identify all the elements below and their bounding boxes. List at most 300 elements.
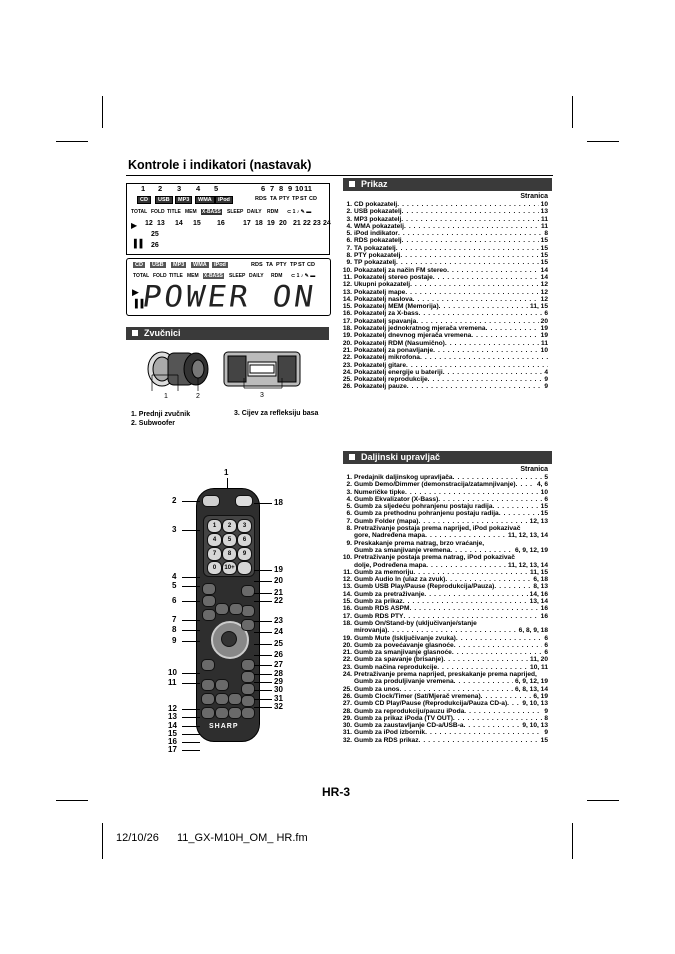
indicator-cd: CD	[137, 196, 151, 204]
list-item	[338, 503, 548, 510]
list-item-number: 12.	[342, 576, 352, 584]
dot-leader	[420, 354, 548, 361]
list-item-label: MP3 pokazatelj	[354, 215, 402, 223]
usb-play-pause-button[interactable]	[215, 679, 229, 691]
dot-leader	[516, 481, 535, 488]
indicator-st: ST	[300, 196, 308, 202]
indicator-row-1	[137, 196, 327, 205]
number-key-7[interactable]: 7	[207, 547, 222, 561]
list-item	[338, 518, 548, 525]
folder-button[interactable]	[215, 603, 229, 615]
list-item-number: 5.	[346, 230, 352, 238]
indicator-ipod: iPod	[214, 262, 226, 268]
list-item-page: 6	[544, 634, 548, 642]
callout-number: 30	[274, 685, 283, 694]
list-item-label: PTY pokazatelj	[354, 252, 401, 260]
dot-leader	[398, 230, 542, 237]
clock-timer-button[interactable]	[241, 659, 255, 671]
list-item-number: 28.	[342, 707, 352, 715]
list-item-label: Gumb za smanjivanje glasnoće	[354, 649, 452, 657]
dot-leader	[520, 525, 548, 532]
enter-button[interactable]	[221, 631, 237, 647]
indicator-usb: USB	[155, 196, 173, 204]
ipod-menu-button[interactable]	[228, 707, 242, 719]
list-item-label: Gumb RDS ASPM	[354, 605, 410, 613]
stranica-label: Stranica	[520, 466, 548, 473]
number-key-5[interactable]: 5	[222, 533, 237, 547]
list-item-label: Pokazatelj naslova	[354, 295, 413, 303]
list-item-label: Gumb Folder (mapa)	[354, 517, 419, 525]
number-key-9[interactable]: 9	[237, 547, 252, 561]
callout-number: 25	[274, 639, 283, 648]
list-item-label: Pokazatelj jednokratnog mjerača vremena	[354, 325, 486, 333]
dot-leader	[507, 700, 520, 707]
dot-leader	[419, 737, 539, 744]
list-item-label: Pretraživanje postaja prema natrag, iPod pokazivač	[354, 554, 515, 562]
indicator-sleep: SLEEP	[229, 273, 246, 279]
list-item-page: 6, 18	[533, 576, 548, 584]
dot-leader	[402, 208, 539, 215]
volume-down-button[interactable]	[241, 605, 255, 617]
callout-number: 9	[288, 184, 293, 193]
callout-number: 6	[261, 184, 266, 193]
list-item	[338, 671, 548, 678]
list-item-page: 15	[540, 237, 548, 245]
callout-number: 19	[267, 220, 275, 227]
list-item-page: 11, 15	[530, 568, 548, 576]
number-key-2[interactable]: 2	[222, 519, 237, 533]
callout-number: 3	[172, 525, 177, 534]
list-item-number: 14.	[342, 590, 352, 598]
list-item-page: 14, 16	[529, 590, 548, 598]
list-item-number: 12.	[342, 281, 352, 289]
tuning-button[interactable]	[201, 693, 215, 705]
list-item	[338, 481, 548, 488]
list-item-label: Gumb za iPod izbornik	[354, 729, 426, 737]
list-item-page: 9	[544, 383, 548, 391]
list-item-number: 21.	[342, 649, 352, 657]
indicator-row-2	[131, 209, 327, 218]
callout-number: 20	[279, 220, 287, 227]
callout-line	[254, 503, 272, 504]
number-key-4[interactable]: 4	[207, 533, 222, 547]
volume-up-button[interactable]	[241, 585, 255, 597]
list-item-label: CD pokazatelj	[354, 201, 398, 208]
callout-line	[182, 683, 200, 684]
list-item-number: 5.	[346, 503, 352, 511]
list-item-label: Gumb za reprodukciju/pauzu iPoda	[354, 707, 465, 715]
list-item-label: Gumb za memoriju	[354, 568, 414, 576]
list-item	[338, 693, 548, 700]
list-item-label: Pokazatelj za ponavljanje	[354, 346, 434, 354]
crop-mark	[587, 141, 619, 142]
list-item-label: dolje, Podređena mapa	[354, 561, 427, 569]
list-item-page: 15	[540, 244, 548, 252]
list-item-number: 9.	[346, 259, 352, 267]
callout-line	[182, 620, 200, 621]
number-key-8[interactable]: 8	[222, 547, 237, 561]
dot-leader	[486, 325, 539, 332]
indicator-fold: FOLD	[151, 209, 165, 215]
callout-line	[182, 586, 200, 587]
dot-leader	[437, 664, 528, 671]
list-item	[338, 474, 548, 481]
list-item-label: Pokazatelj dnevnog mjerača vremena	[354, 332, 472, 340]
dot-leader	[404, 223, 539, 230]
callout-line	[254, 699, 272, 700]
dot-leader	[477, 620, 548, 627]
list-item	[338, 540, 548, 547]
callout-number: 13	[168, 712, 177, 721]
list-item-number: 6.	[346, 237, 352, 245]
xbass-button[interactable]	[202, 583, 216, 595]
list-item-page: 4	[544, 368, 548, 376]
number-key-1[interactable]: 1	[207, 519, 222, 533]
list-item	[338, 737, 548, 744]
list-item	[338, 267, 548, 274]
dot-leader	[396, 259, 539, 266]
list-item-page: 11, 12, 13, 14	[508, 561, 548, 569]
list-item-number: 29.	[342, 714, 352, 722]
callout-line	[182, 601, 200, 602]
list-item	[338, 296, 548, 303]
indicator-pty: PTY	[279, 196, 290, 202]
list-item-number: 4.	[346, 222, 352, 230]
list-item	[338, 576, 548, 583]
dot-leader	[453, 715, 542, 722]
callout-line	[182, 501, 200, 502]
callout-line	[254, 601, 272, 602]
list-item	[338, 729, 548, 736]
list-item-page: 11	[541, 339, 548, 347]
list-item-page: 6, 9, 12, 19	[515, 678, 548, 686]
list-item	[338, 554, 548, 561]
list-item-label: Pokazatelj za X-bass	[354, 310, 419, 318]
speaker-figure	[140, 345, 220, 400]
list-item-page: 10	[540, 201, 548, 208]
list-item-label: Gumb za zaustavljanje CD-a/USB-a	[354, 722, 464, 730]
section-header-remote	[343, 451, 552, 464]
audio-in-button[interactable]	[201, 679, 215, 691]
indicator-fold: FOLD	[153, 273, 167, 279]
section-header-label: Prikaz	[361, 179, 388, 189]
callout-number: 26	[274, 650, 283, 659]
callout-line	[182, 530, 200, 531]
indicator-title: TITLE	[167, 209, 181, 215]
callout-number: 9	[172, 636, 177, 645]
dot-leader	[428, 376, 543, 383]
dot-leader	[425, 532, 506, 539]
callout-line	[254, 581, 272, 582]
callout-number: 10	[295, 184, 304, 193]
dot-leader	[438, 496, 542, 503]
list-item-page: 20	[540, 317, 548, 325]
list-item	[338, 722, 548, 729]
list-item-page: 6	[544, 495, 548, 503]
indicator-rdm: RDM	[267, 209, 279, 215]
dot-leader	[416, 318, 538, 325]
crop-mark	[102, 823, 103, 859]
list-item-page: 16	[540, 612, 548, 620]
repeat-mic-guitar-battery-icons: ⊂ 1 ♪ ✎ ▬	[291, 273, 316, 279]
callout-number: 23	[274, 616, 283, 625]
callout-number: 25	[151, 231, 159, 238]
indicator-pty: PTY	[276, 262, 287, 268]
indicator-mem: MEM	[185, 209, 197, 215]
callout-number: 24	[274, 627, 283, 636]
indicator-xbass: X-BASS	[202, 209, 221, 215]
callout-number: 22	[303, 220, 311, 227]
list-item-page: 9, 10, 13	[522, 700, 548, 708]
list-item	[338, 583, 548, 590]
list-item-label: Pokazatelj RDM (Nasumično)	[354, 339, 445, 347]
list-item-page: 12	[540, 295, 548, 303]
list-item-number: 27.	[342, 700, 352, 708]
crop-mark	[56, 800, 88, 801]
dot-leader	[445, 340, 539, 347]
list-item-continuation	[338, 627, 548, 634]
list-item-label: USB pokazatelj	[354, 208, 402, 216]
preset-up-button[interactable]	[202, 595, 216, 607]
callout-number: 23	[313, 220, 321, 227]
play-indicator-icon: ▶	[131, 221, 138, 230]
list-item-label: Pretraživanje prema naprijed, preskakanje prema naprijed,	[354, 671, 537, 679]
callout-number: 12	[145, 220, 153, 227]
callout-number: 21	[274, 588, 283, 597]
list-item-label: Gumb za sljedeću pohranjenu postaju radija	[354, 503, 493, 511]
bullet-square-icon	[349, 454, 355, 460]
list-item	[338, 318, 548, 325]
list-item-label: Gumb On/Stand-by (uključivanje/stanje	[354, 619, 477, 627]
power-button[interactable]	[235, 495, 253, 507]
callout-number: 22	[274, 596, 283, 605]
repeat-mic-guitar-battery-icons: ⊂ 1 ♪ ✎ ▬	[287, 209, 312, 215]
rds-pty-button[interactable]	[215, 707, 229, 719]
list-item-page: 10, 11	[530, 663, 548, 671]
list-item-page: 14	[540, 266, 548, 274]
callout-number: 11	[304, 184, 312, 193]
list-item-page: 11, 20	[530, 656, 548, 664]
list-item-number: 11.	[343, 568, 352, 576]
dot-leader	[484, 540, 548, 547]
dot-leader	[515, 554, 548, 561]
list-item-label: Pokazatelj reprodukcije	[354, 376, 428, 384]
list-item-page: 8	[544, 230, 548, 238]
dot-leader	[494, 583, 531, 590]
list-item	[338, 496, 548, 503]
dot-leader	[454, 678, 513, 685]
list-item	[338, 649, 548, 656]
list-item-number: 9.	[346, 539, 352, 547]
list-item	[338, 245, 548, 252]
list-item	[338, 613, 548, 620]
indicator-wma: WMA	[193, 262, 207, 268]
crop-mark	[587, 800, 619, 801]
indicator-tp: TP	[292, 196, 300, 202]
memory-button[interactable]	[201, 659, 215, 671]
ipod-display-button[interactable]	[228, 693, 242, 705]
indicator-cd2: CD	[309, 196, 317, 202]
list-item-page: 6	[544, 641, 548, 649]
play-mode-button[interactable]	[241, 619, 255, 631]
dot-leader	[452, 649, 542, 656]
list-item-page: 11	[541, 222, 548, 230]
list-item	[338, 383, 548, 390]
list-item-page: 15	[540, 736, 548, 744]
list-item-label: Gumb za spavanje (brisanje)	[354, 656, 444, 664]
dot-leader	[443, 369, 543, 376]
indicator-xbass: X-BASS	[204, 273, 223, 279]
list-item-page: 13	[540, 208, 548, 216]
cd-play-pause-button[interactable]	[241, 671, 255, 683]
dot-leader	[400, 252, 538, 259]
play-indicator-icon: ▶	[132, 287, 139, 297]
crop-mark	[102, 96, 103, 128]
callout-line	[254, 674, 272, 675]
dot-leader	[499, 510, 539, 517]
brand-logo: SHARP	[209, 723, 239, 730]
list-item-label: Pokazatelj spavanja	[354, 317, 417, 325]
lcd-display	[126, 258, 331, 316]
list-item	[338, 656, 548, 663]
list-item-number: 2.	[346, 208, 352, 216]
list-item-continuation	[338, 532, 548, 539]
list-item	[338, 354, 548, 361]
list-item-label: Gumb RDS PTY	[354, 612, 404, 620]
list-item-label: Pokazatelj gitare	[354, 361, 407, 369]
list-item-number: 17.	[342, 317, 352, 325]
list-item-page: 6	[544, 649, 548, 657]
callout-number: 15	[168, 729, 177, 738]
list-item-page: 6	[544, 310, 548, 318]
dot-leader	[396, 245, 539, 252]
list-item-page: 15	[540, 510, 548, 518]
list-item	[338, 289, 548, 296]
ipod-play-pause-button[interactable]	[241, 683, 255, 695]
callout-number: 3	[177, 184, 182, 193]
dot-leader	[401, 216, 539, 223]
indicator-usb: USB	[152, 262, 164, 268]
preset-down-button[interactable]	[202, 609, 216, 621]
stop-button[interactable]	[241, 695, 255, 707]
dot-leader	[443, 656, 528, 663]
rds-display-button[interactable]	[241, 707, 255, 719]
callout-number: 8	[172, 625, 177, 634]
list-item-number: 32.	[342, 736, 352, 744]
number-key-3[interactable]: 3	[237, 519, 252, 533]
indicator-sleep: SLEEP	[227, 209, 244, 215]
list-item-page: 13, 14	[529, 598, 548, 606]
list-item-label: Pokazatelj energije u bateriji	[354, 368, 443, 376]
dot-leader	[402, 237, 539, 244]
list-item-page: 12, 13	[529, 517, 548, 525]
callout-number: 32	[274, 702, 283, 711]
list-item-label: Gumb Mute (Isključivanje zvuka)	[354, 634, 456, 642]
callout-number: 2	[196, 393, 200, 400]
lcd-main-text: POWER ON	[140, 280, 319, 315]
list-item-label: Gumb Clock/Timer (Sat/Mjerač vremena)	[354, 692, 481, 700]
bullet-square-icon	[349, 181, 355, 187]
callout-number: 21	[293, 220, 301, 227]
dot-leader	[406, 362, 548, 369]
indicator-ta: TA	[266, 262, 273, 268]
list-item-number: 11.	[343, 273, 352, 281]
indicator-mp3: MP3	[175, 196, 192, 204]
list-item-number: 13.	[342, 288, 352, 296]
list-item-page: 10	[540, 488, 548, 496]
display-callouts-bottom	[141, 220, 331, 230]
bass-reflex-figure	[222, 348, 302, 399]
number-key-10plus[interactable]: 10+	[222, 561, 237, 575]
display-button[interactable]	[215, 693, 229, 705]
list-item-number: 10.	[342, 554, 352, 562]
number-key-6[interactable]: 6	[237, 533, 252, 547]
list-item-page: 19	[540, 325, 548, 333]
list-item-label: TA pokazatelj	[354, 244, 396, 252]
list-item-number: 15.	[342, 303, 352, 311]
legend-item: 1. Prednji zvučnik	[131, 411, 191, 418]
list-item-page: 19	[540, 332, 548, 340]
indicator-mem: MEM	[187, 273, 199, 279]
lcd-indicator-row	[133, 262, 323, 271]
list-item	[338, 510, 548, 517]
list-item-number: 16.	[342, 310, 352, 318]
list-item-label: Predajnik daljinskog upravljača	[354, 474, 453, 481]
list-item	[338, 642, 548, 649]
list-item	[338, 332, 548, 339]
callout-number: 28	[274, 669, 283, 678]
indicator-st: ST	[298, 262, 306, 268]
list-item-label: Pokazatelj mikrofona	[354, 354, 420, 362]
list-item	[338, 700, 548, 707]
callout-line	[182, 709, 200, 710]
list-item-page: 8	[544, 714, 548, 722]
sleep-button[interactable]	[229, 603, 243, 615]
number-key-0[interactable]: 0	[207, 561, 222, 575]
dot-leader	[537, 671, 548, 678]
dot-leader	[424, 591, 527, 598]
list-item-page: 6, 9, 12, 19	[515, 546, 548, 554]
list-item-page: 16	[540, 605, 548, 613]
remote-list	[338, 474, 548, 744]
display-diagram	[126, 183, 330, 255]
remote-figure	[170, 468, 290, 768]
list-item-page: 9	[544, 729, 548, 737]
list-item-label: Gumb Demo/Dimmer (demonstracija/zatamnjivanje)	[354, 481, 516, 489]
callout-number: 7	[172, 615, 177, 624]
list-item	[338, 201, 548, 208]
callout-line	[182, 734, 200, 735]
list-item	[338, 216, 548, 223]
list-item	[338, 325, 548, 332]
list-item-number: 22.	[342, 656, 352, 664]
dot-leader	[456, 635, 542, 642]
mute-button[interactable]	[237, 561, 252, 575]
dot-leader	[405, 289, 538, 296]
list-item-page: 15	[540, 259, 548, 267]
list-item-label: Pokazatelj mape	[354, 288, 406, 296]
callout-line	[182, 630, 200, 631]
dot-leader	[433, 347, 539, 354]
callout-number: 8	[279, 184, 284, 193]
list-item-number: 24.	[342, 671, 352, 679]
demo-dimmer-button[interactable]	[202, 495, 220, 507]
callout-line	[254, 665, 272, 666]
callout-number: 4	[172, 572, 177, 581]
callout-number: 16	[168, 737, 177, 746]
rds-aspm-button[interactable]	[201, 707, 215, 719]
indicator-rds: RDS	[255, 196, 267, 202]
